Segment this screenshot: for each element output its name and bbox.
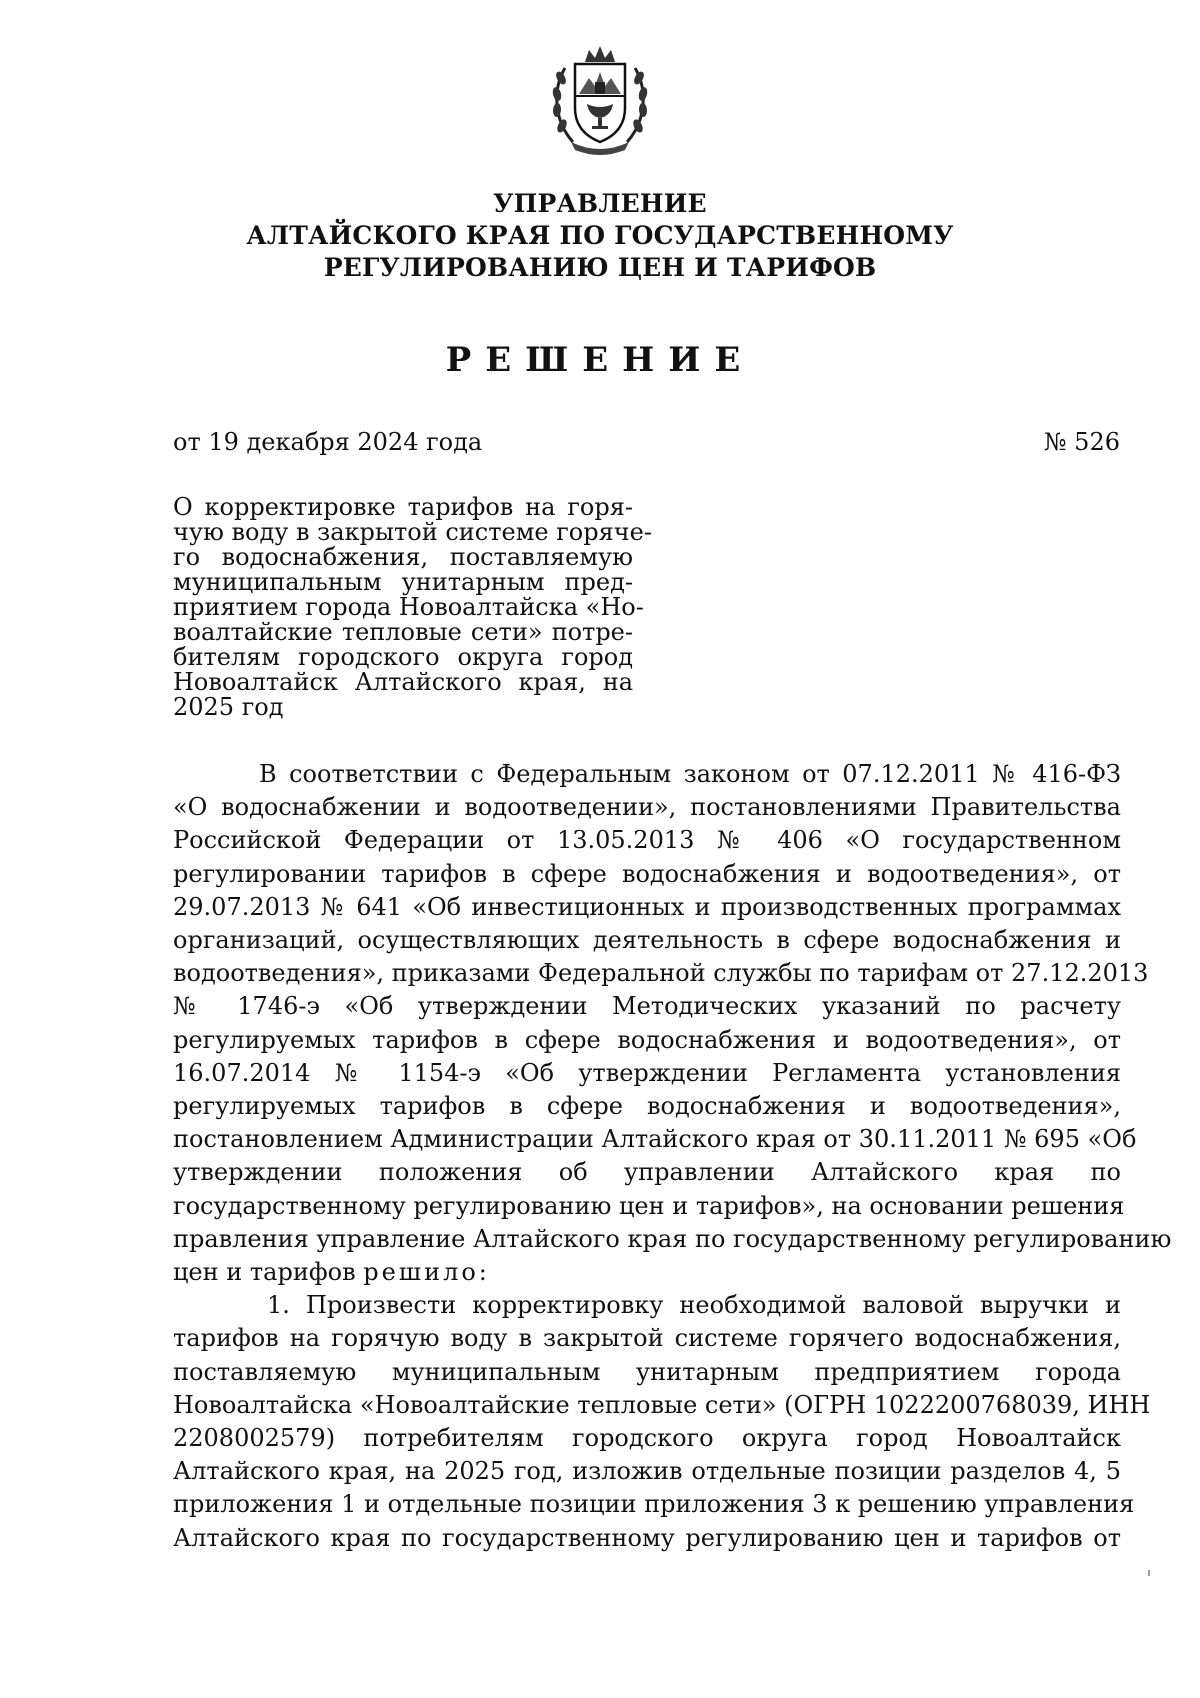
- body-line: Алтайского края по государственному регулированию цен и тарифов от: [173, 1523, 1121, 1552]
- body-line: водоотведения», приказами Федеральной службы по тарифам от 27.12.2013: [173, 959, 1149, 988]
- org-name-line-1: УПРАВЛЕНИЕ: [493, 189, 707, 218]
- body-line: тарифов на горячую воду в закрытой системе горячего водоснабжения,: [173, 1324, 1121, 1353]
- document-number: № 526: [1043, 428, 1120, 456]
- body-line: В соответствии с Федеральным законом от 07.12.2011 № 416-ФЗ: [259, 760, 1121, 788]
- body-line: Российской Федерации от 13.05.2013 № 406 «О государственном: [173, 826, 1121, 855]
- body-line: регулируемых тарифов в сфере водоснабжения и водоотведения», от: [173, 1025, 1121, 1054]
- document-date: от 19 декабря 2024 года: [173, 428, 483, 456]
- org-name-line-2: АЛТАЙСКОГО КРАЯ ПО ГОСУДАРСТВЕННОМУ: [246, 221, 954, 250]
- subject-line: го водоснабжения, поставляемую: [173, 543, 633, 571]
- body-line: 1. Произвести корректировку необходимой валовой выручки и: [267, 1291, 1121, 1320]
- body-line: утверждении положения об управлении Алтайского края по: [173, 1158, 1121, 1187]
- document-type-title: РЕШЕНИЕ: [445, 340, 755, 380]
- body-line-decision: [173, 1256, 1121, 1289]
- decision-word: решило:: [363, 1258, 490, 1287]
- subject-line: Новоалтайск Алтайского края, на: [173, 668, 633, 696]
- subject-line: О корректировке тарифов на горя-: [173, 493, 633, 521]
- body-line: 29.07.2013 № 641 «Об инвестиционных и производственных программах: [173, 892, 1121, 921]
- body-line: 2208002579) потребителям городского округа город Новоалтайск: [173, 1424, 1121, 1453]
- subject-line: воалтайские тепловые сети» потре-: [173, 618, 633, 646]
- document-body: [173, 758, 1172, 1555]
- body-line: правления управление Алтайского края по государственному регулированию: [173, 1224, 1172, 1253]
- org-name-line-3: РЕГУЛИРОВАНИЮ ЦЕН И ТАРИФОВ: [323, 253, 877, 282]
- body-line: Алтайского края, на 2025 год, изложив отдельные позиции разделов 4, 5: [173, 1457, 1121, 1486]
- subject-line: чую воду в закрытой системе горяче-: [173, 518, 652, 546]
- body-line: организаций, осуществляющих деятельность в сфере водоснабжения и: [173, 926, 1121, 955]
- body-line: поставляемую муниципальным унитарным предприятием города: [173, 1357, 1121, 1386]
- altai-krai-coat-of-arms-icon: [545, 38, 655, 160]
- scan-artifact: [1148, 1570, 1150, 1576]
- body-line: 16.07.2014 № 1154-э «Об утверждении Регламента установления: [173, 1058, 1121, 1087]
- organization-header: [200, 188, 1000, 284]
- body-line: постановлением Администрации Алтайского края от 30.11.2011 № 695 «Об: [173, 1125, 1137, 1154]
- subject-line: муниципальным унитарным пред-: [173, 568, 633, 596]
- body-line: № 1746-э «Об утверждении Методических указаний по расчету: [173, 992, 1121, 1021]
- subject-line: бителям городского округа город: [173, 643, 633, 671]
- body-line: регулируемых тарифов в сфере водоснабжения и водоотведения»,: [173, 1092, 1121, 1121]
- body-line: «О водоснабжении и водоотведении», постановлениями Правительства: [173, 793, 1121, 822]
- body-line: Новоалтайска «Новоалтайские тепловые сети» (ОГРН 1022200768039, ИНН: [173, 1390, 1151, 1419]
- subject-line: приятием города Новоалтайска «Но-: [173, 593, 644, 621]
- body-line: регулировании тарифов в сфере водоснабжения и водоотведения», от: [173, 859, 1121, 888]
- decision-prefix: цен и тарифов: [173, 1258, 364, 1287]
- document-subject: [173, 493, 652, 721]
- body-line: приложения 1 и отдельные позиции приложения 3 к решению управления: [173, 1490, 1135, 1519]
- body-line: государственному регулированию цен и тарифов», на основании решения: [173, 1191, 1125, 1220]
- subject-line: 2025 год: [173, 693, 284, 721]
